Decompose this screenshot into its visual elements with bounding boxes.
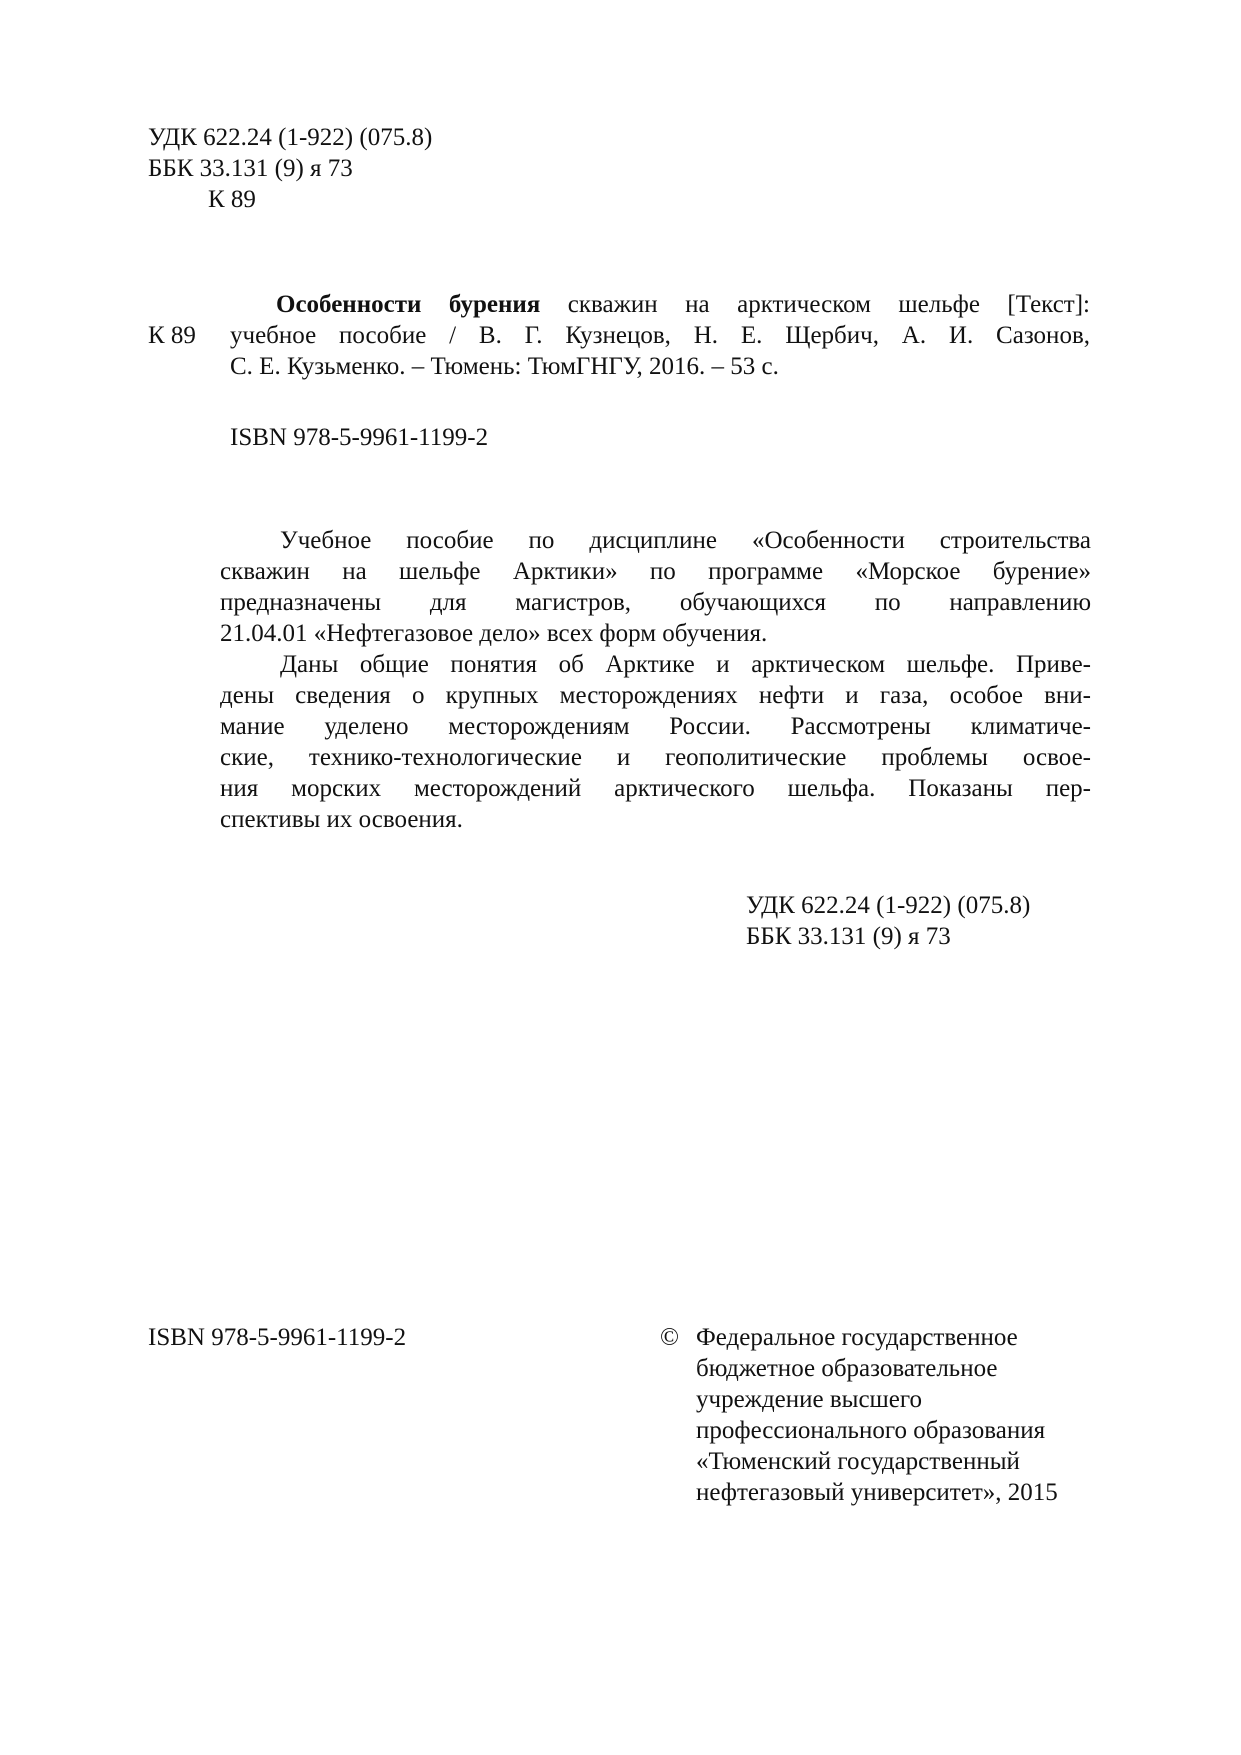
annotation-p1-line: 21.04.01 «Нефтегазовое дело» всех форм обучения.	[220, 620, 768, 647]
annotation-p1-line: предназначены для магистров, обучающихся по направлению	[220, 589, 1091, 616]
top-classification-codes	[148, 122, 568, 215]
copyright-line: учреждение высшего	[696, 1386, 923, 1413]
copyright-line: «Тюменский государственный	[696, 1448, 1020, 1475]
udk-code: УДК 622.24 (1-922) (075.8)	[148, 124, 433, 151]
bibliographic-line-3: С. Е. Кузьменко. – Тюмень: ТюмГНГУ, 2016. – 53 с.	[230, 353, 779, 380]
bottom-classification-codes	[746, 890, 1086, 952]
annotation-p2-line: спективы их освоения.	[220, 806, 463, 833]
book-title: Особенности бурения	[276, 291, 541, 318]
copyright-holder	[696, 1322, 1058, 1508]
bbk-code-bottom: ББК 33.131 (9) я 73	[746, 923, 951, 950]
annotation-p2-line: дены сведения о крупных месторождениях нефти и газа, особое вни-	[220, 682, 1091, 709]
bibliographic-line-1	[230, 289, 1090, 320]
udk-code-bottom: УДК 622.24 (1-922) (075.8)	[746, 892, 1031, 919]
copyright-line: профессионального образования	[696, 1417, 1046, 1444]
copyright-line: нефтегазовый университет», 2015	[696, 1479, 1058, 1506]
annotation-p1-line: скважин на шельфе Арктики» по программе «Морское бурение»	[220, 558, 1091, 585]
bbk-code: ББК 33.131 (9) я 73	[148, 155, 353, 182]
annotation-p2-line: ния морских месторождений арктического шельфа. Показаны пер-	[220, 775, 1091, 802]
annotation-p1-line: Учебное пособие по дисциплине «Особенности строительства	[280, 527, 1091, 554]
isbn-footer: ISBN 978-5-9961-1199-2	[148, 1324, 407, 1351]
copyright-line: бюджетное образовательное	[696, 1355, 998, 1382]
book-title-rest: скважин на арктическом шельфе [Текст]:	[567, 291, 1090, 318]
isbn-number: ISBN 978-5-9961-1199-2	[230, 424, 489, 451]
author-mark: К 89	[208, 186, 256, 213]
annotation	[220, 525, 1091, 835]
annotation-p2-line: ские, технико-технологические и геополитические проблемы освое-	[220, 744, 1091, 771]
bibliographic-description	[230, 289, 1090, 382]
copyright-icon: ©	[660, 1324, 679, 1351]
annotation-p2-line: мание уделено месторождениям России. Рассмотрены климатиче-	[220, 713, 1091, 740]
annotation-p2-line: Даны общие понятия об Арктике и арктическом шельфе. Приве-	[280, 651, 1091, 678]
bibliographic-author-mark: К 89	[148, 322, 196, 349]
copyright-line: Федеральное государственное	[696, 1324, 1018, 1351]
bibliographic-line-2: учебное пособие / В. Г. Кузнецов, Н. Е. Щербич, А. И. Сазонов,	[230, 322, 1090, 349]
